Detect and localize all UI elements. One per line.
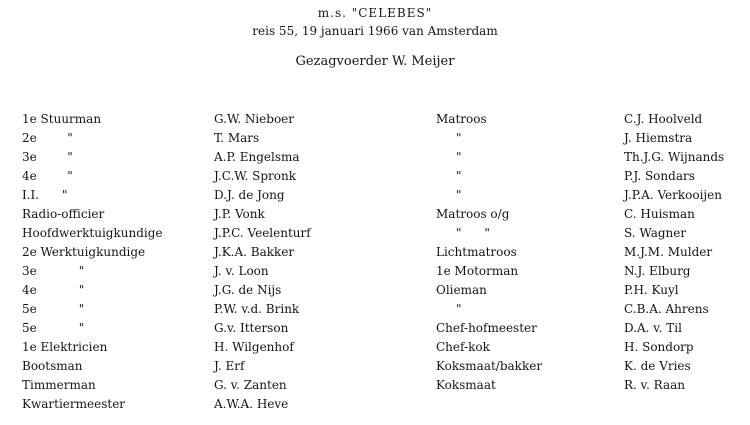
crew-name: T. Mars xyxy=(214,131,260,145)
crew-name: A.W.A. Heve xyxy=(214,397,289,411)
crew-name: D.J. de Jong xyxy=(214,188,285,202)
crew-rank: Lichtmatroos xyxy=(436,245,517,259)
crew-rank: " xyxy=(456,302,462,316)
crew-rank: " xyxy=(456,150,462,164)
right-rank-column xyxy=(436,110,622,395)
crew-name: P.J. Sondars xyxy=(624,169,695,183)
crew-name: C.B.A. Ahrens xyxy=(624,302,709,316)
crew-rank: " " xyxy=(456,226,490,240)
crew-name: J.P.A. Verkooijen xyxy=(624,188,722,202)
crew-name: J.P.C. Veelenturf xyxy=(214,226,311,240)
crew-rank: Matroos o/g xyxy=(436,207,510,221)
crew-rank: Olieman xyxy=(436,283,487,297)
right-name-column xyxy=(624,110,750,395)
crew-rank: Chef-kok xyxy=(436,340,490,354)
crew-name: J. Erf xyxy=(214,359,245,373)
crew-rank: " xyxy=(456,188,462,202)
crew-name: G. v. Zanten xyxy=(214,378,287,392)
crew-name: P.H. Kuyl xyxy=(624,283,679,297)
crew-name: Th.J.G. Wijnands xyxy=(624,150,725,164)
crew-name: N.J. Elburg xyxy=(624,264,691,278)
crew-rank: Chef-hofmeester xyxy=(436,321,537,335)
crew-name: M.J.M. Mulder xyxy=(624,245,713,259)
left-rank-column xyxy=(22,110,212,414)
crew-rank: 5e " xyxy=(22,321,85,335)
crew-name: J. v. Loon xyxy=(214,264,269,278)
crew-name: H. Sondorp xyxy=(624,340,694,354)
crew-rank: Kwartiermeester xyxy=(22,397,126,411)
crew-name: K. de Vries xyxy=(624,359,691,373)
crew-rank: " xyxy=(456,169,462,183)
crew-name: S. Wagner xyxy=(624,226,687,240)
crew-rank: 2e Werktuigkundige xyxy=(22,245,146,259)
crew-rank: I.I. " xyxy=(22,188,68,202)
crew-name: R. v. Raan xyxy=(624,378,685,392)
crew-name: G.W. Nieboer xyxy=(214,112,295,126)
crew-rank: Koksmaat xyxy=(436,378,496,392)
crew-rank: 1e Stuurman xyxy=(22,112,102,126)
crew-rank: 1e Elektricien xyxy=(22,340,108,354)
crew-rank: Koksmaat/bakker xyxy=(436,359,543,373)
crew-rank: Bootsman xyxy=(22,359,83,373)
crew-name: J. Hiemstra xyxy=(624,131,693,145)
crew-rank: Timmerman xyxy=(22,378,96,392)
crew-rank: 4e " xyxy=(22,169,73,183)
crew-name: A.P. Engelsma xyxy=(214,150,300,164)
voyage-line: reis 55, 19 januari 1966 van Amsterdam xyxy=(252,24,498,38)
crew-rank: " xyxy=(456,131,462,145)
crew-rank: 2e " xyxy=(22,131,73,145)
captain-line: Gezagvoerder W. Meijer xyxy=(295,54,455,69)
ship-name: m.s. "CELEBES" xyxy=(317,6,433,20)
crew-rank: 5e " xyxy=(22,302,85,316)
crew-rank: 3e " xyxy=(22,264,85,278)
crew-name: J.C.W. Spronk xyxy=(214,169,296,183)
crew-name: P.W. v.d. Brink xyxy=(214,302,300,316)
crew-name: G.v. Itterson xyxy=(214,321,289,335)
crew-rank: 4e " xyxy=(22,283,85,297)
crew-rank: Matroos xyxy=(436,112,487,126)
crew-rank: 3e " xyxy=(22,150,73,164)
crew-name: C.J. Hoolveld xyxy=(624,112,703,126)
crew-rank: Hoofdwerktuigkundige xyxy=(22,226,163,240)
crew-rank: 1e Motorman xyxy=(436,264,519,278)
left-name-column xyxy=(214,110,434,414)
crew-name: J.K.A. Bakker xyxy=(214,245,295,259)
crew-name: J.G. de Nijs xyxy=(214,283,282,297)
crew-name: C. Huisman xyxy=(624,207,695,221)
crew-name: D.A. v. Til xyxy=(624,321,682,335)
crew-name: H. Wilgenhof xyxy=(214,340,294,354)
crew-name: J.P. Vonk xyxy=(214,207,265,221)
crew-rank: Radio-officier xyxy=(22,207,105,221)
